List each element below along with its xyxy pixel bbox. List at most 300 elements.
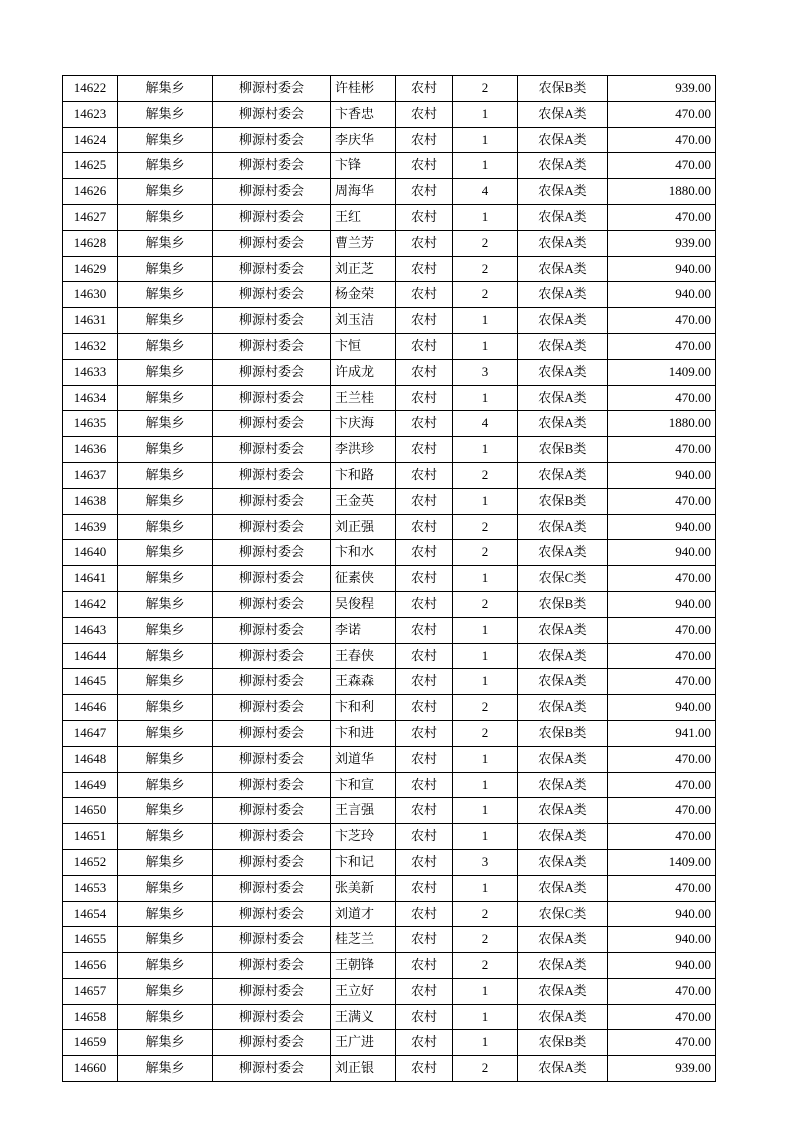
insurance-category-cell: 农保C类 [518, 901, 608, 927]
residence-type-cell: 农村 [396, 591, 453, 617]
person-count-cell: 2 [453, 695, 518, 721]
township-cell: 解集乡 [118, 953, 213, 979]
table-row [63, 514, 716, 540]
person-name-cell: 杨金荣 [331, 282, 396, 308]
insurance-category-cell: 农保A类 [518, 1004, 608, 1030]
amount-cell: 470.00 [608, 798, 716, 824]
village-committee-cell: 柳源村委会 [213, 566, 331, 592]
village-committee-cell: 柳源村委会 [213, 927, 331, 953]
person-name-cell: 卞和宣 [331, 772, 396, 798]
person-count-cell: 2 [453, 591, 518, 617]
township-cell: 解集乡 [118, 617, 213, 643]
amount-cell: 470.00 [608, 308, 716, 334]
person-count-cell: 1 [453, 566, 518, 592]
record-id-cell: 14627 [63, 204, 118, 230]
person-count-cell: 2 [453, 540, 518, 566]
person-name-cell: 卞芝玲 [331, 824, 396, 850]
person-count-cell: 1 [453, 772, 518, 798]
table-row [63, 333, 716, 359]
insurance-category-cell: 农保A类 [518, 746, 608, 772]
village-committee-cell: 柳源村委会 [213, 591, 331, 617]
township-cell: 解集乡 [118, 849, 213, 875]
insurance-category-cell: 农保A类 [518, 411, 608, 437]
record-id-cell: 14633 [63, 359, 118, 385]
residence-type-cell: 农村 [396, 746, 453, 772]
amount-cell: 470.00 [608, 333, 716, 359]
village-committee-cell: 柳源村委会 [213, 127, 331, 153]
insurance-category-cell: 农保A类 [518, 359, 608, 385]
person-name-cell: 刘玉洁 [331, 308, 396, 334]
table-row [63, 875, 716, 901]
amount-cell: 470.00 [608, 1030, 716, 1056]
residence-type-cell: 农村 [396, 901, 453, 927]
table-row [63, 230, 716, 256]
residence-type-cell: 农村 [396, 153, 453, 179]
insurance-category-cell: 农保B类 [518, 720, 608, 746]
record-id-cell: 14642 [63, 591, 118, 617]
insurance-category-cell: 农保A类 [518, 669, 608, 695]
subsidy-payment-table [62, 75, 716, 1082]
village-committee-cell: 柳源村委会 [213, 153, 331, 179]
record-id-cell: 14654 [63, 901, 118, 927]
person-count-cell: 2 [453, 282, 518, 308]
amount-cell: 470.00 [608, 978, 716, 1004]
residence-type-cell: 农村 [396, 282, 453, 308]
person-name-cell: 王春侠 [331, 643, 396, 669]
village-committee-cell: 柳源村委会 [213, 385, 331, 411]
person-name-cell: 王兰桂 [331, 385, 396, 411]
table-row [63, 849, 716, 875]
township-cell: 解集乡 [118, 746, 213, 772]
township-cell: 解集乡 [118, 514, 213, 540]
record-id-cell: 14625 [63, 153, 118, 179]
amount-cell: 940.00 [608, 591, 716, 617]
amount-cell: 939.00 [608, 76, 716, 102]
person-name-cell: 周海华 [331, 179, 396, 205]
residence-type-cell: 农村 [396, 179, 453, 205]
residence-type-cell: 农村 [396, 385, 453, 411]
residence-type-cell: 农村 [396, 204, 453, 230]
table-row [63, 566, 716, 592]
person-name-cell: 卞锋 [331, 153, 396, 179]
amount-cell: 940.00 [608, 901, 716, 927]
table-row [63, 256, 716, 282]
table-row [63, 643, 716, 669]
residence-type-cell: 农村 [396, 230, 453, 256]
village-committee-cell: 柳源村委会 [213, 798, 331, 824]
person-name-cell: 李诺 [331, 617, 396, 643]
amount-cell: 470.00 [608, 772, 716, 798]
township-cell: 解集乡 [118, 256, 213, 282]
person-name-cell: 王立好 [331, 978, 396, 1004]
record-id-cell: 14641 [63, 566, 118, 592]
person-count-cell: 1 [453, 798, 518, 824]
insurance-category-cell: 农保A类 [518, 179, 608, 205]
person-count-cell: 1 [453, 127, 518, 153]
person-name-cell: 刘道华 [331, 746, 396, 772]
amount-cell: 1409.00 [608, 359, 716, 385]
record-id-cell: 14650 [63, 798, 118, 824]
township-cell: 解集乡 [118, 720, 213, 746]
township-cell: 解集乡 [118, 230, 213, 256]
table-row [63, 488, 716, 514]
insurance-category-cell: 农保A类 [518, 308, 608, 334]
village-committee-cell: 柳源村委会 [213, 101, 331, 127]
residence-type-cell: 农村 [396, 514, 453, 540]
record-id-cell: 14622 [63, 76, 118, 102]
residence-type-cell: 农村 [396, 927, 453, 953]
village-committee-cell: 柳源村委会 [213, 204, 331, 230]
township-cell: 解集乡 [118, 695, 213, 721]
person-count-cell: 1 [453, 1030, 518, 1056]
record-id-cell: 14655 [63, 927, 118, 953]
person-count-cell: 2 [453, 927, 518, 953]
township-cell: 解集乡 [118, 978, 213, 1004]
village-committee-cell: 柳源村委会 [213, 1056, 331, 1082]
village-committee-cell: 柳源村委会 [213, 1030, 331, 1056]
record-id-cell: 14652 [63, 849, 118, 875]
insurance-category-cell: 农保A类 [518, 953, 608, 979]
insurance-category-cell: 农保A类 [518, 101, 608, 127]
person-name-cell: 王满义 [331, 1004, 396, 1030]
insurance-category-cell: 农保A类 [518, 695, 608, 721]
amount-cell: 940.00 [608, 540, 716, 566]
village-committee-cell: 柳源村委会 [213, 617, 331, 643]
residence-type-cell: 农村 [396, 875, 453, 901]
table-row [63, 385, 716, 411]
person-count-cell: 3 [453, 359, 518, 385]
person-name-cell: 曹兰芳 [331, 230, 396, 256]
insurance-category-cell: 农保B类 [518, 488, 608, 514]
township-cell: 解集乡 [118, 204, 213, 230]
village-committee-cell: 柳源村委会 [213, 411, 331, 437]
amount-cell: 470.00 [608, 153, 716, 179]
table-row [63, 798, 716, 824]
residence-type-cell: 农村 [396, 772, 453, 798]
insurance-category-cell: 农保B类 [518, 76, 608, 102]
insurance-category-cell: 农保C类 [518, 566, 608, 592]
person-name-cell: 卞庆海 [331, 411, 396, 437]
record-id-cell: 14635 [63, 411, 118, 437]
village-committee-cell: 柳源村委会 [213, 695, 331, 721]
record-id-cell: 14634 [63, 385, 118, 411]
person-name-cell: 卞和路 [331, 462, 396, 488]
insurance-category-cell: 农保A类 [518, 1056, 608, 1082]
person-name-cell: 征素侠 [331, 566, 396, 592]
table-row [63, 76, 716, 102]
township-cell: 解集乡 [118, 437, 213, 463]
person-count-cell: 2 [453, 953, 518, 979]
amount-cell: 939.00 [608, 230, 716, 256]
village-committee-cell: 柳源村委会 [213, 359, 331, 385]
table-row [63, 720, 716, 746]
village-committee-cell: 柳源村委会 [213, 772, 331, 798]
person-count-cell: 2 [453, 230, 518, 256]
insurance-category-cell: 农保A类 [518, 230, 608, 256]
person-count-cell: 1 [453, 437, 518, 463]
residence-type-cell: 农村 [396, 1030, 453, 1056]
township-cell: 解集乡 [118, 669, 213, 695]
table-row [63, 153, 716, 179]
township-cell: 解集乡 [118, 462, 213, 488]
insurance-category-cell: 农保A类 [518, 849, 608, 875]
person-count-cell: 2 [453, 901, 518, 927]
record-id-cell: 14645 [63, 669, 118, 695]
amount-cell: 1880.00 [608, 179, 716, 205]
person-count-cell: 1 [453, 153, 518, 179]
village-committee-cell: 柳源村委会 [213, 643, 331, 669]
residence-type-cell: 农村 [396, 127, 453, 153]
amount-cell: 470.00 [608, 875, 716, 901]
township-cell: 解集乡 [118, 308, 213, 334]
person-count-cell: 1 [453, 385, 518, 411]
township-cell: 解集乡 [118, 488, 213, 514]
table-row [63, 1030, 716, 1056]
record-id-cell: 14644 [63, 643, 118, 669]
township-cell: 解集乡 [118, 385, 213, 411]
village-committee-cell: 柳源村委会 [213, 333, 331, 359]
amount-cell: 470.00 [608, 488, 716, 514]
table-row [63, 953, 716, 979]
person-count-cell: 2 [453, 256, 518, 282]
insurance-category-cell: 农保A类 [518, 153, 608, 179]
residence-type-cell: 农村 [396, 695, 453, 721]
insurance-category-cell: 农保A类 [518, 540, 608, 566]
person-count-cell: 2 [453, 1056, 518, 1082]
township-cell: 解集乡 [118, 927, 213, 953]
residence-type-cell: 农村 [396, 76, 453, 102]
insurance-category-cell: 农保A类 [518, 824, 608, 850]
payment-table-body [63, 76, 716, 1082]
village-committee-cell: 柳源村委会 [213, 488, 331, 514]
amount-cell: 940.00 [608, 282, 716, 308]
insurance-category-cell: 农保A类 [518, 204, 608, 230]
person-count-cell: 1 [453, 204, 518, 230]
village-committee-cell: 柳源村委会 [213, 953, 331, 979]
person-count-cell: 4 [453, 179, 518, 205]
amount-cell: 940.00 [608, 927, 716, 953]
insurance-category-cell: 农保A类 [518, 333, 608, 359]
person-name-cell: 王红 [331, 204, 396, 230]
residence-type-cell: 农村 [396, 359, 453, 385]
record-id-cell: 14658 [63, 1004, 118, 1030]
person-name-cell: 许桂彬 [331, 76, 396, 102]
table-row [63, 359, 716, 385]
township-cell: 解集乡 [118, 643, 213, 669]
amount-cell: 470.00 [608, 746, 716, 772]
residence-type-cell: 农村 [396, 953, 453, 979]
amount-cell: 941.00 [608, 720, 716, 746]
person-count-cell: 2 [453, 720, 518, 746]
person-count-cell: 1 [453, 824, 518, 850]
insurance-category-cell: 农保A类 [518, 772, 608, 798]
township-cell: 解集乡 [118, 1030, 213, 1056]
residence-type-cell: 农村 [396, 617, 453, 643]
township-cell: 解集乡 [118, 76, 213, 102]
village-committee-cell: 柳源村委会 [213, 282, 331, 308]
amount-cell: 470.00 [608, 566, 716, 592]
township-cell: 解集乡 [118, 411, 213, 437]
insurance-category-cell: 农保A类 [518, 256, 608, 282]
village-committee-cell: 柳源村委会 [213, 875, 331, 901]
amount-cell: 940.00 [608, 256, 716, 282]
record-id-cell: 14637 [63, 462, 118, 488]
residence-type-cell: 农村 [396, 101, 453, 127]
village-committee-cell: 柳源村委会 [213, 230, 331, 256]
residence-type-cell: 农村 [396, 308, 453, 334]
person-name-cell: 王朝锋 [331, 953, 396, 979]
table-row [63, 978, 716, 1004]
person-name-cell: 许成龙 [331, 359, 396, 385]
township-cell: 解集乡 [118, 798, 213, 824]
amount-cell: 940.00 [608, 695, 716, 721]
township-cell: 解集乡 [118, 901, 213, 927]
residence-type-cell: 农村 [396, 824, 453, 850]
insurance-category-cell: 农保A类 [518, 127, 608, 153]
record-id-cell: 14653 [63, 875, 118, 901]
table-row [63, 746, 716, 772]
person-name-cell: 张美新 [331, 875, 396, 901]
record-id-cell: 14629 [63, 256, 118, 282]
insurance-category-cell: 农保B类 [518, 437, 608, 463]
person-name-cell: 王言强 [331, 798, 396, 824]
record-id-cell: 14623 [63, 101, 118, 127]
person-count-cell: 1 [453, 978, 518, 1004]
record-id-cell: 14624 [63, 127, 118, 153]
village-committee-cell: 柳源村委会 [213, 901, 331, 927]
township-cell: 解集乡 [118, 772, 213, 798]
person-name-cell: 卞香忠 [331, 101, 396, 127]
record-id-cell: 14638 [63, 488, 118, 514]
township-cell: 解集乡 [118, 153, 213, 179]
amount-cell: 470.00 [608, 127, 716, 153]
person-name-cell: 卞和利 [331, 695, 396, 721]
person-name-cell: 卞和水 [331, 540, 396, 566]
township-cell: 解集乡 [118, 540, 213, 566]
insurance-category-cell: 农保A类 [518, 514, 608, 540]
person-name-cell: 刘正强 [331, 514, 396, 540]
insurance-category-cell: 农保A类 [518, 798, 608, 824]
table-row [63, 204, 716, 230]
person-count-cell: 1 [453, 669, 518, 695]
village-committee-cell: 柳源村委会 [213, 308, 331, 334]
record-id-cell: 14632 [63, 333, 118, 359]
residence-type-cell: 农村 [396, 1056, 453, 1082]
residence-type-cell: 农村 [396, 669, 453, 695]
record-id-cell: 14626 [63, 179, 118, 205]
table-row [63, 437, 716, 463]
amount-cell: 940.00 [608, 462, 716, 488]
township-cell: 解集乡 [118, 591, 213, 617]
amount-cell: 470.00 [608, 204, 716, 230]
record-id-cell: 14660 [63, 1056, 118, 1082]
amount-cell: 470.00 [608, 1004, 716, 1030]
table-row [63, 411, 716, 437]
amount-cell: 470.00 [608, 617, 716, 643]
township-cell: 解集乡 [118, 127, 213, 153]
residence-type-cell: 农村 [396, 643, 453, 669]
township-cell: 解集乡 [118, 1056, 213, 1082]
table-row [63, 927, 716, 953]
record-id-cell: 14643 [63, 617, 118, 643]
residence-type-cell: 农村 [396, 566, 453, 592]
table-row [63, 1056, 716, 1082]
residence-type-cell: 农村 [396, 720, 453, 746]
record-id-cell: 14657 [63, 978, 118, 1004]
township-cell: 解集乡 [118, 179, 213, 205]
village-committee-cell: 柳源村委会 [213, 824, 331, 850]
record-id-cell: 14646 [63, 695, 118, 721]
record-id-cell: 14659 [63, 1030, 118, 1056]
record-id-cell: 14656 [63, 953, 118, 979]
township-cell: 解集乡 [118, 359, 213, 385]
table-row [63, 540, 716, 566]
village-committee-cell: 柳源村委会 [213, 1004, 331, 1030]
table-row [63, 308, 716, 334]
insurance-category-cell: 农保A类 [518, 978, 608, 1004]
table-row [63, 772, 716, 798]
person-name-cell: 吴俊程 [331, 591, 396, 617]
person-count-cell: 2 [453, 462, 518, 488]
record-id-cell: 14636 [63, 437, 118, 463]
village-committee-cell: 柳源村委会 [213, 720, 331, 746]
person-count-cell: 1 [453, 1004, 518, 1030]
person-name-cell: 王广进 [331, 1030, 396, 1056]
village-committee-cell: 柳源村委会 [213, 746, 331, 772]
village-committee-cell: 柳源村委会 [213, 76, 331, 102]
amount-cell: 470.00 [608, 101, 716, 127]
record-id-cell: 14648 [63, 746, 118, 772]
person-count-cell: 1 [453, 333, 518, 359]
insurance-category-cell: 农保B类 [518, 591, 608, 617]
village-committee-cell: 柳源村委会 [213, 978, 331, 1004]
amount-cell: 470.00 [608, 437, 716, 463]
record-id-cell: 14640 [63, 540, 118, 566]
insurance-category-cell: 农保B类 [518, 1030, 608, 1056]
residence-type-cell: 农村 [396, 798, 453, 824]
person-name-cell: 王金英 [331, 488, 396, 514]
table-row [63, 282, 716, 308]
person-count-cell: 1 [453, 488, 518, 514]
table-row [63, 462, 716, 488]
person-name-cell: 刘正银 [331, 1056, 396, 1082]
table-row [63, 824, 716, 850]
person-count-cell: 4 [453, 411, 518, 437]
insurance-category-cell: 农保A类 [518, 282, 608, 308]
village-committee-cell: 柳源村委会 [213, 669, 331, 695]
person-count-cell: 1 [453, 746, 518, 772]
residence-type-cell: 农村 [396, 333, 453, 359]
person-name-cell: 李庆华 [331, 127, 396, 153]
person-count-cell: 3 [453, 849, 518, 875]
amount-cell: 1409.00 [608, 849, 716, 875]
residence-type-cell: 农村 [396, 849, 453, 875]
person-count-cell: 1 [453, 101, 518, 127]
residence-type-cell: 农村 [396, 462, 453, 488]
insurance-category-cell: 农保A类 [518, 617, 608, 643]
table-row [63, 1004, 716, 1030]
residence-type-cell: 农村 [396, 540, 453, 566]
person-count-cell: 1 [453, 617, 518, 643]
person-name-cell: 刘道才 [331, 901, 396, 927]
amount-cell: 1880.00 [608, 411, 716, 437]
person-name-cell: 卞和进 [331, 720, 396, 746]
amount-cell: 940.00 [608, 953, 716, 979]
township-cell: 解集乡 [118, 875, 213, 901]
township-cell: 解集乡 [118, 101, 213, 127]
insurance-category-cell: 农保A类 [518, 643, 608, 669]
insurance-category-cell: 农保A类 [518, 927, 608, 953]
